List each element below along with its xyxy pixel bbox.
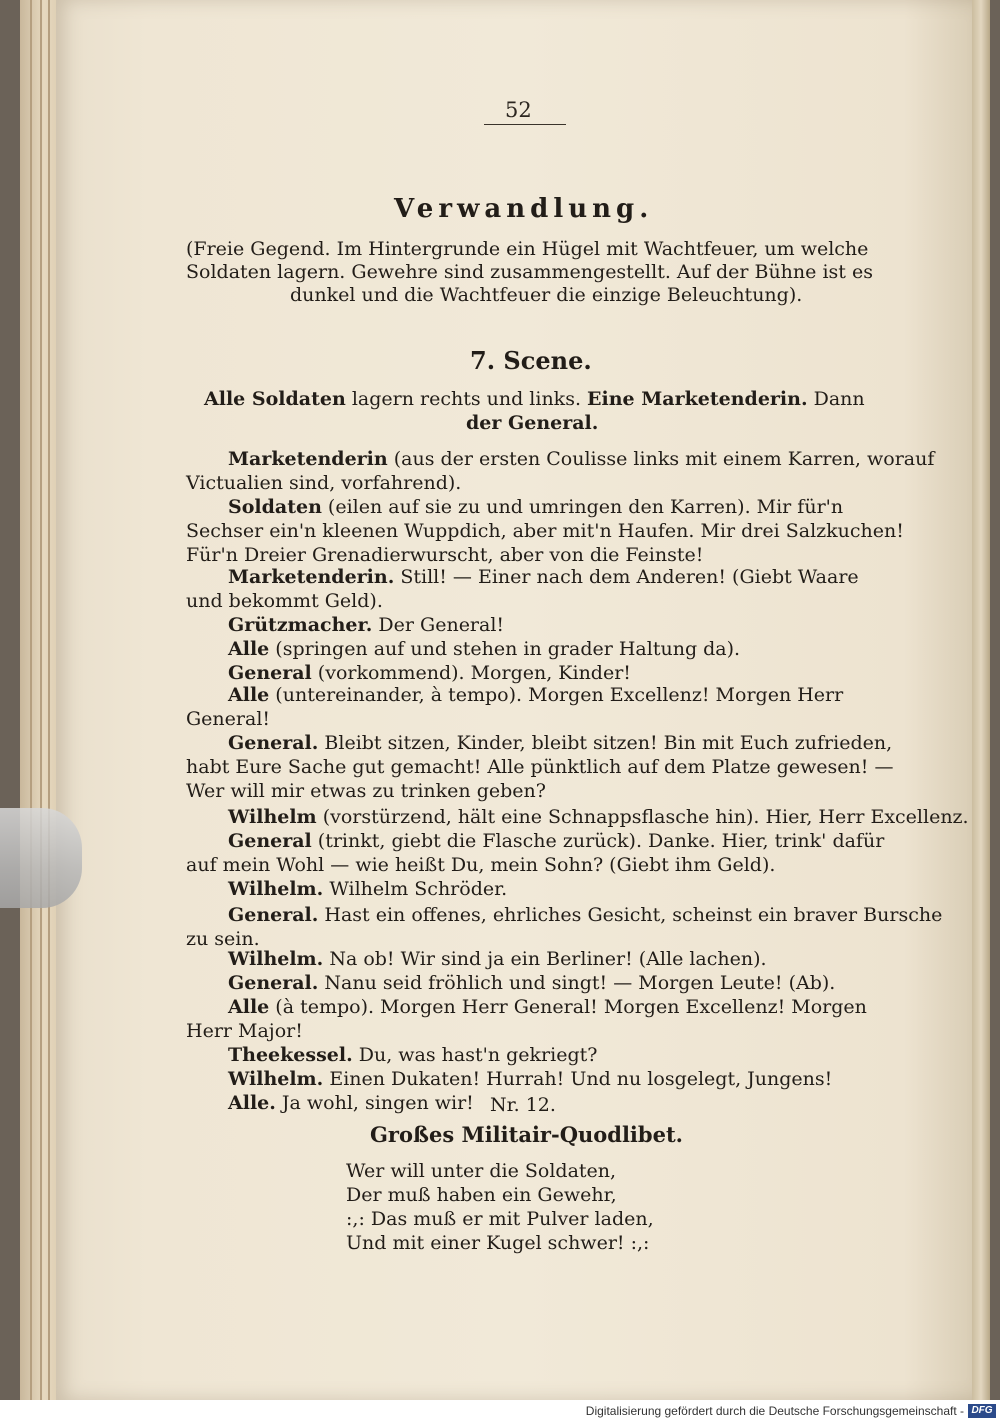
dialogue-text: Ja wohl, singen wir! <box>275 1092 474 1114</box>
song-title: Großes Militair-Quodlibet. <box>370 1122 683 1147</box>
speaker-name: Alle <box>228 684 270 706</box>
dialogue-line <box>186 928 260 950</box>
dialogue-text: (springen auf und stehen in grader Haltung da). <box>269 638 741 660</box>
scene-title: 7. Scene. <box>470 346 592 375</box>
page-edge-line <box>30 0 32 1400</box>
page-edge-line <box>48 0 50 1400</box>
speaker-name: Wilhelm. <box>228 948 324 970</box>
dialogue-text: Bleibt sitzen, Kinder, bleibt sitzen! Bin mit Euch zufrieden, <box>318 732 893 754</box>
dialogue-text: Für'n Dreier Grenadierwurscht, aber von die Feinste! <box>186 544 704 566</box>
dialogue-line <box>186 780 546 802</box>
speaker-name: General. <box>228 904 319 926</box>
dialogue-line <box>186 708 270 730</box>
dialogue-text: (trinkt, giebt die Flasche zurück). Danke. Hier, trink' dafür <box>311 830 885 852</box>
dialogue-text: Herr Major! <box>186 1020 303 1042</box>
dialogue-line <box>228 614 504 636</box>
dialogue-line <box>228 878 507 900</box>
dialogue-text: (à tempo). Morgen Herr General! Morgen Excellenz! Morgen <box>269 996 867 1018</box>
page-number: 52 <box>505 98 532 122</box>
scene-desc-text: Dann <box>807 388 865 410</box>
speaker-name: Wilhelm <box>228 806 317 828</box>
dialogue-text: (aus der ersten Coulisse links mit einem Karren, worauf <box>387 448 935 470</box>
scene-description <box>204 388 865 410</box>
dialogue-line <box>186 854 775 876</box>
page-right-edge <box>972 0 990 1400</box>
dialogue-text: Still! — Einer nach dem Anderen! (Giebt Waare <box>394 566 859 588</box>
speaker-name: Grützmacher. <box>228 614 373 636</box>
footer-credit: Digitalisierung gefördert durch die Deutsche Forschungsgemeinschaft - <box>585 1404 964 1418</box>
section-heading: Verwandlung. <box>394 194 654 224</box>
scene-desc-bold: Alle Soldaten <box>204 388 346 410</box>
dialogue-line <box>186 1020 303 1042</box>
speaker-name: Alle <box>228 996 270 1018</box>
dialogue-line <box>228 448 934 470</box>
speaker-name: Marketenderin. <box>228 566 395 588</box>
dialogue-line <box>186 756 893 778</box>
dialogue-text: (vorkommend). Morgen, Kinder! <box>311 662 631 684</box>
dialogue-line <box>228 732 892 754</box>
dialogue-line <box>186 590 383 612</box>
dialogue-text: (untereinander, à tempo). Morgen Excellenz! Morgen Herr <box>269 684 844 706</box>
speaker-name: Soldaten <box>228 496 322 518</box>
dialogue-text: auf mein Wohl — wie heißt Du, mein Sohn? (Giebt ihm Geld). <box>186 854 776 876</box>
page-number-rule <box>484 124 566 125</box>
dialogue-line <box>228 496 843 518</box>
dialogue-text: Sechser ein'n kleenen Wuppdich, aber mit'n Haufen. Mir drei Salzkuchen! <box>186 520 904 542</box>
verse-line: Der muß haben ein Gewehr, <box>346 1184 617 1206</box>
dialogue-text: Hast ein offenes, ehrliches Gesicht, scheinst ein braver Bursche <box>318 904 943 926</box>
dialogue-text: zu sein. <box>186 928 260 950</box>
stage-direction-line: (Freie Gegend. Im Hintergrunde ein Hügel mit Wachtfeuer, um welche <box>186 238 869 260</box>
page-edge-line <box>40 0 42 1400</box>
dialogue-text: habt Eure Sache gut gemacht! Alle pünktlich auf dem Platze gewesen! — <box>186 756 894 778</box>
scene-desc-text: lagern rechts und links. <box>345 388 588 410</box>
speaker-name: General <box>228 830 312 852</box>
dialogue-text: und bekommt Geld). <box>186 590 383 612</box>
dialogue-line <box>228 566 859 588</box>
dialogue-text: General! <box>186 708 271 730</box>
dialogue-line <box>228 684 843 706</box>
dialogue-line <box>228 1068 832 1090</box>
speaker-name: Wilhelm. <box>228 878 324 900</box>
dialogue-text: Nanu seid fröhlich und singt! — Morgen Leute! (Ab). <box>318 972 836 994</box>
dialogue-line <box>228 904 942 926</box>
scene-description-line2: der General. <box>466 412 599 434</box>
dialogue-line <box>228 948 767 970</box>
dialogue-line <box>186 544 703 566</box>
dialogue-line <box>228 638 740 660</box>
footer-bar <box>0 1400 1000 1423</box>
speaker-name: Marketenderin <box>228 448 388 470</box>
dialogue-text: Victualien sind, vorfahrend). <box>186 472 462 494</box>
speaker-name: General <box>228 662 312 684</box>
scene-desc-bold: Eine Marketenderin. <box>587 388 808 410</box>
speaker-name: Wilhelm. <box>228 1068 324 1090</box>
verse-line: Wer will unter die Soldaten, <box>346 1160 617 1182</box>
dialogue-text: Du, was hast'n gekriegt? <box>352 1044 598 1066</box>
dialogue-line <box>228 1092 474 1114</box>
dialogue-text: Na ob! Wir sind ja ein Berliner! (Alle lachen). <box>323 948 767 970</box>
speaker-name: Theekessel. <box>228 1044 353 1066</box>
stage-direction-line: Soldaten lagern. Gewehre sind zusammengestellt. Auf der Bühne ist es <box>186 261 873 283</box>
dialogue-text: (vorstürzend, hält eine Schnappsflasche hin). Hier, Herr Excellenz. <box>316 806 969 828</box>
dialogue-line <box>228 1044 597 1066</box>
speaker-name: General. <box>228 732 319 754</box>
dialogue-line <box>186 520 904 542</box>
verse-line: Und mit einer Kugel schwer! :,: <box>346 1232 650 1254</box>
dialogue-text: Wilhelm Schröder. <box>323 878 508 900</box>
dialogue-line <box>228 972 835 994</box>
song-number: Nr. 12. <box>490 1094 556 1116</box>
dialogue-line <box>228 830 884 852</box>
dialogue-text: (eilen auf sie zu und umringen den Karren). Mir für'n <box>321 496 844 518</box>
dialogue-line <box>228 996 867 1018</box>
dialogue-text: Einen Dukaten! Hurrah! Und nu losgelegt, Jungens! <box>323 1068 833 1090</box>
speaker-name: General. <box>228 972 319 994</box>
speaker-name: Alle. <box>228 1092 276 1114</box>
verse-line: :,: Das muß er mit Pulver laden, <box>346 1208 654 1230</box>
dialogue-line <box>228 806 969 828</box>
dialogue-line <box>186 472 461 494</box>
dialogue-line <box>228 662 631 684</box>
page-clip <box>0 808 82 908</box>
dialogue-text: Wer will mir etwas zu trinken geben? <box>186 780 546 802</box>
stage-direction-line: dunkel und die Wachtfeuer die einzige Beleuchtung). <box>290 284 803 306</box>
speaker-name: Alle <box>228 638 270 660</box>
dialogue-text: Der General! <box>372 614 505 636</box>
dfg-logo: DFG <box>968 1404 996 1418</box>
